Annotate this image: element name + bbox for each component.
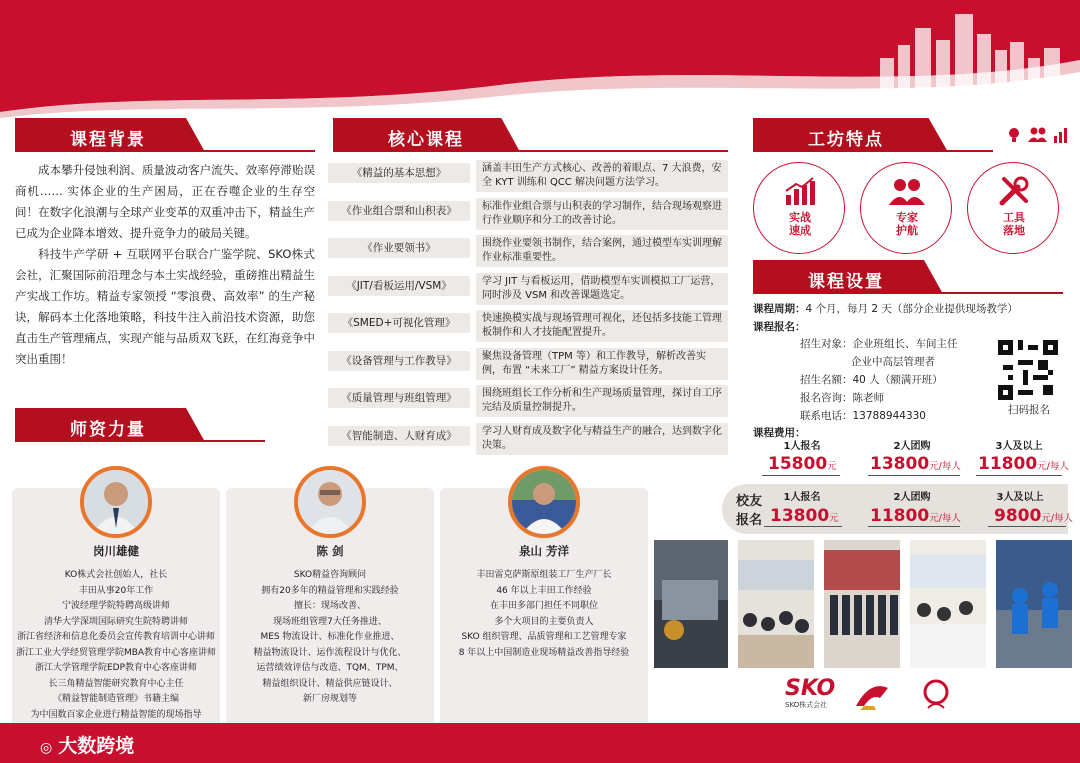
teacher-bio-line: 长三角精益智能研究教育中心主任 (48, 678, 184, 689)
person-photo-icon (84, 470, 148, 534)
feature-tools-label-2: 落地 (1003, 224, 1025, 237)
sko-logo (785, 678, 835, 710)
person-photo-icon (298, 470, 362, 534)
teacher-name-1: 岗川雄健 (93, 544, 139, 558)
phone-label: 联系电话： (800, 410, 853, 422)
tools-icon (998, 175, 1030, 207)
course-row (328, 160, 728, 190)
course-description: 围绕作业要领书制作，结合案例，通过模型车实训理解作业标准重要性。 (476, 235, 728, 267)
price-label-3: 3人及以上 (995, 441, 1043, 452)
teacher-bio-line: 宁波经理学院特聘高级讲师 (61, 601, 170, 611)
alumni-prices (722, 484, 1074, 534)
section-header-settings (753, 260, 1063, 294)
guangjian-logo (918, 676, 954, 712)
teacher-bio-line: 拥有20多年的精益管理和实践经验 (261, 585, 399, 596)
course-description: 涵盖丰田生产方式核心、改善的着眼点、7 大浪费，安全 KYT 训练和 QCC 解决问题方法学习。 (476, 160, 728, 192)
course-row (328, 273, 728, 303)
alumni-price-unit-1: 元 (829, 513, 839, 524)
photo-classroom-2 (910, 540, 986, 668)
alumni-price-label-2: 2人团购 (893, 492, 931, 503)
course-description: 聚焦设备管理（TPM 等）和工作教导，解析改善实例，布置 “未来工厂” 精益方案设计任务。 (476, 348, 728, 380)
alumni-price-value-2: 11800 (870, 506, 930, 526)
teacher-bio-line: 为中国数百家企业进行精益智能的现场指导 (30, 709, 202, 720)
price-label-1: 1人报名 (783, 441, 821, 452)
section-title-core: 核心课程 (388, 130, 464, 150)
section-header-background (15, 118, 315, 152)
teacher-bio-line: SKO 组织管理、品质管理和工艺管理专家 (461, 632, 627, 642)
course-name: 《作业要领书》 (328, 238, 470, 258)
teacher-bio-line: 丰田雷克萨斯原组装工厂生产厂长 (476, 570, 612, 580)
avatar (294, 466, 366, 538)
consult-label: 报名咨询： (800, 392, 853, 404)
teacher-bio-line: 丰田从事20年工作 (78, 585, 154, 596)
course-name: 《设备管理与工作教导》 (328, 351, 470, 371)
course-description: 标准作业组合票与山积表的学习制作，结合现场观察进行作业顺序和分工的改善讨论。 (476, 198, 728, 230)
photo-group (824, 540, 900, 668)
period-label: 课程周期： (753, 303, 806, 315)
bar-chart-icon (1054, 128, 1067, 143)
consult-value: 陈老师 (852, 392, 884, 404)
course-name: 《SMED+可视化管理》 (328, 313, 470, 333)
qr-code[interactable] (998, 340, 1058, 400)
teacher-name-2: 陈 剑 (316, 544, 344, 558)
teacher-bio-line: 浙江工业大学经贸管理学院MBA教育中心客座讲师 (15, 647, 217, 658)
sko-logo-sub: SKO株式会社 (785, 701, 828, 709)
keji-logo (850, 676, 892, 712)
teacher-bio-line: MES 物流设计、标准化作业推进、 (260, 632, 400, 642)
course-row (328, 310, 728, 340)
teacher-bio-line: 46 年以上丰田工作经验 (496, 585, 592, 596)
background-paragraph-1: 成本攀升侵蚀利润、质量波动客户流失、效率停滞贻误商机…… 实体企业的生产困局，正在吞噬企业的生存空间！在数字化浪潮与全球产业变革的双重冲击下，精益生产已成为企业降本增效、提升竞争力的破局关键。 (15, 163, 315, 240)
course-name: 《作业组合票和山积表》 (328, 201, 470, 221)
teacher-name-3: 泉山 芳洋 (518, 544, 569, 558)
background-text (15, 160, 315, 370)
regular-prices (762, 437, 1069, 479)
alumni-price-value-3: 9800 (994, 506, 1042, 526)
price-value-1: 15800 (768, 454, 828, 474)
teacher-bio-3 (440, 568, 648, 661)
teacher-card-3 (440, 488, 648, 728)
alumni-tag-1: 校友 (736, 494, 763, 509)
chart-up-icon (784, 177, 816, 207)
alumni-price-value-1: 13800 (770, 506, 830, 526)
feature-tools-label-1: 工具 (1003, 211, 1025, 224)
price-unit-1: 元 (827, 461, 837, 472)
photo-classroom-1 (738, 540, 814, 668)
lightbulb-icon (1009, 128, 1019, 142)
avatar (508, 466, 580, 538)
alumni-price-label-3: 3人及以上 (996, 492, 1044, 503)
target-value-1: 企业班组长、车间主任 (852, 338, 958, 350)
target-label: 招生对象： (800, 338, 853, 350)
course-row (328, 198, 728, 228)
teacher-bio-line: 清华大学深圳国际研究生院特聘讲师 (43, 616, 188, 627)
feature-practical-label-2: 速成 (789, 224, 811, 237)
sko-logo-text: SKO (785, 676, 836, 701)
period-value: 4 个月，每月 2 天（部分企业提供现场教学） (805, 303, 1018, 315)
teacher-bio-line: 8 年以上中国制造业现场精益改善指导经验 (458, 647, 630, 658)
background-paragraph-2: 科技牛产学研 + 互联网平台联合广鉴学院、SKO株式会社，汇聚国际前沿理念与本土实战经验，重磅推出精益生产实战工作坊。精益专家领授 “零浪费、高效率” 的生产秘诀，解码本土化落地策略，科技牛注入前沿技术资源，助您直击生产管理痛点，实现产能与品质双飞跃，在红海竞争中突出重围！ (15, 247, 315, 366)
feature-expert-label-1: 专家 (896, 211, 918, 224)
course-row (328, 385, 728, 415)
price-value-2: 13800 (870, 454, 930, 474)
brand-mark-icon: ◎ (40, 740, 53, 756)
avatar (80, 466, 152, 538)
course-row (328, 423, 728, 453)
teacher-bio-1 (12, 568, 220, 723)
team-icon (1028, 128, 1047, 143)
signup-label: 课程报名： (753, 321, 806, 333)
course-description: 学习 JIT 与看板运用，借助模型车实训模拟工厂运营，同时涉及 VSM 和改善课题选定。 (476, 273, 728, 305)
feature-expert (860, 162, 952, 254)
teacher-bio-line: 浙江省经济和信息化委员会宣传教育培训中心讲师 (16, 632, 215, 642)
section-title-features: 工坊特点 (808, 130, 884, 150)
price-unit-2: 元/每人 (929, 461, 961, 472)
teacher-card-2 (226, 488, 434, 728)
person-photo-icon (512, 470, 576, 534)
page-title: 《精益生产实战工作坊》 (40, 14, 414, 53)
footer-bar (0, 723, 1080, 763)
alumni-price-unit-3: 元/每人 (1041, 513, 1074, 524)
price-value-3: 11800 (978, 454, 1038, 474)
course-row (328, 348, 728, 378)
teacher-bio-line: 新厂房规划等 (302, 694, 357, 704)
price-unit-3: 元/每人 (1037, 461, 1069, 472)
quota-value: 40 人（额满开班） (852, 374, 943, 386)
course-name: 《智能制造、人财育成》 (328, 426, 470, 446)
feature-practical (753, 162, 845, 254)
teacher-card-1 (12, 488, 220, 728)
course-description: 快速换模实战与现场管理可视化，还包括多技能工管理板制作和人才技能配置提升。 (476, 310, 728, 342)
section-title-teachers: 师资力量 (70, 420, 146, 440)
teacher-bio-2 (226, 568, 434, 708)
footer-brand: 大数跨境 (58, 735, 135, 757)
teacher-bio-line: KO株式会社创始人，社长 (64, 570, 168, 580)
feature-expert-label-2: 护航 (896, 224, 918, 237)
teacher-bio-line: 现场班组管理7大任务推进、 (273, 616, 387, 627)
feature-practical-label-1: 实战 (789, 211, 811, 224)
course-row (328, 235, 728, 265)
photo-factory-1 (654, 540, 728, 668)
teacher-bio-line: 《精益智能制造管理》书籍主编 (52, 694, 179, 704)
course-name: 《精益的基本思想》 (328, 163, 470, 183)
alumni-price-label-1: 1人报名 (783, 492, 821, 503)
section-title-settings: 课程设置 (808, 272, 884, 292)
photo-factory-2 (996, 540, 1072, 668)
target-value-2: 企业中高层管理者 (851, 356, 935, 368)
alumni-price-unit-2: 元/每人 (929, 513, 961, 524)
teacher-bio-line: 浙江大学管理学院EDP教育中心客座讲师 (34, 663, 198, 673)
people-icon (889, 177, 925, 207)
price-label-2: 2人团购 (893, 441, 931, 452)
section-title-background: 课程背景 (70, 130, 146, 150)
teacher-bio-line: 精益物流设计、运作流程设计与优化、 (253, 647, 407, 658)
teacher-bio-line: 擅长：现场改善、 (293, 601, 366, 611)
quota-label: 招生名额： (800, 374, 853, 386)
feature-header-icons (1006, 126, 1070, 148)
fee-label: 课程费用： (753, 427, 806, 439)
teacher-bio-line: 在丰田多部门担任不同职位 (489, 601, 598, 611)
teacher-bio-line: 多个大项目的主要负责人 (494, 616, 594, 627)
section-header-core (333, 118, 728, 152)
phone-value: 13788944330 (852, 410, 926, 422)
alumni-tag-2: 报名 (736, 513, 763, 528)
section-header-teachers (15, 408, 315, 442)
course-description: 学习人财育成及数字化与精益生产的融合，达到数字化决策。 (476, 423, 728, 455)
qr-caption: 扫码报名 (1008, 404, 1050, 416)
feature-tools (967, 162, 1059, 254)
course-name: 《JIT/看板运用/VSM》 (328, 276, 470, 296)
course-name: 《质量管理与班组管理》 (328, 388, 470, 408)
teacher-bio-line: 精益组织设计、精益供应链设计、 (262, 678, 398, 689)
course-description: 围绕班组长工作分析和生产现场质量管理，探讨自工序完结及质量控制提升。 (476, 385, 728, 417)
teacher-bio-line: SKO精益咨询顾问 (293, 570, 367, 580)
teacher-bio-line: 运营绩效评估与改造、TQM、TPM、 (256, 663, 404, 673)
